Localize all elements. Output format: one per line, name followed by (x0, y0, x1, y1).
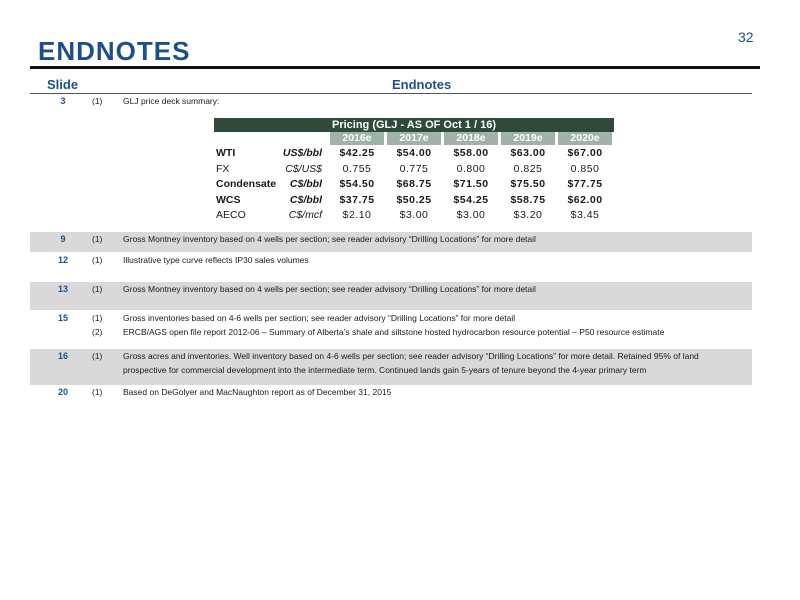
endnote-text: Gross Montney inventory based on 4 wells per section; see reader advisory “Drilling Locations” for more detail (123, 284, 536, 294)
endnote-index: (1) (92, 284, 103, 294)
pricing-row-label: Condensate (216, 178, 277, 190)
endnote-slide-number: 16 (57, 351, 68, 361)
page-number: 32 (738, 29, 754, 45)
pricing-value: 0.825 (513, 162, 543, 175)
pricing-rows (214, 145, 614, 223)
pricing-row (214, 192, 614, 208)
endnote-text: GLJ price deck summary: (123, 96, 220, 106)
pricing-value: $54.50 (339, 178, 375, 190)
pricing-row-label: FX (216, 162, 230, 175)
pricing-year-cell: 2017e (387, 132, 441, 145)
pricing-value: $71.50 (453, 178, 489, 190)
column-header-endnotes: Endnotes (392, 77, 452, 92)
pricing-value: $62.00 (567, 193, 603, 206)
endnote-slide-number: 13 (57, 284, 68, 294)
pricing-row-label: WTI (216, 147, 236, 159)
endnote-index: (1) (92, 351, 103, 361)
endnote-slide-number: 20 (57, 387, 68, 397)
endnote-text: ERCB/AGS open file report 2012-06 – Summary of Alberta’s shale and siltstone hosted hydrocarbon resource potential – P50 resource estimate (123, 327, 665, 337)
pricing-value: 0.755 (342, 162, 372, 175)
column-header-slide: Slide (47, 77, 79, 92)
title-rule (30, 66, 760, 69)
endnote-slide-number: 3 (60, 96, 66, 106)
endnote-index: (1) (92, 255, 103, 265)
endnote-index: (1) (92, 387, 103, 397)
pricing-value: $68.75 (396, 178, 432, 190)
pricing-row-label: AECO (216, 209, 246, 221)
pricing-value: $42.25 (339, 147, 375, 159)
pricing-value: $63.00 (510, 147, 546, 159)
pricing-row-label: WCS (216, 193, 241, 206)
pricing-year-cell: 2016e (330, 132, 384, 145)
pricing-row-unit: C$/bbl (289, 193, 322, 206)
endnote-slide-number: 12 (57, 255, 68, 265)
pricing-value: 0.850 (570, 162, 600, 175)
endnote-text: Gross Montney inventory based on 4 wells per section; see reader advisory “Drilling Locations” for more detail (123, 234, 536, 244)
endnote-row (30, 282, 752, 310)
endnote-row (30, 311, 752, 341)
pricing-value: 0.775 (399, 162, 429, 175)
pricing-value: $2.10 (342, 209, 372, 221)
pricing-row-unit: C$/mcf (288, 209, 322, 221)
endnote-text: Based on DeGolyer and MacNaughton report as of December 31, 2015 (123, 387, 392, 397)
pricing-table-title: Pricing (GLJ - AS OF Oct 1 / 16) (214, 118, 614, 132)
pricing-value: $58.00 (453, 147, 489, 159)
endnote-row (30, 232, 752, 252)
endnote-row (30, 385, 752, 401)
page-title: ENDNOTES (38, 36, 191, 66)
pricing-row-unit: US$/bbl (282, 147, 322, 159)
endnote-index: (1) (92, 96, 103, 106)
pricing-value: $54.00 (396, 147, 432, 159)
pricing-year-cell: 2020e (558, 132, 612, 145)
endnote-text: Gross acres and inventories. Well inventory based on 4-6 wells per section; see reader advisory “Drilling Locations” for more detail. Retained 95% of land (123, 351, 699, 361)
endnote-index: (1) (92, 234, 103, 244)
pricing-value: $50.25 (396, 193, 432, 206)
pricing-table (214, 118, 614, 223)
pricing-row (214, 161, 614, 177)
pricing-value: $54.25 (453, 193, 489, 206)
endnote-row (30, 253, 752, 279)
endnote-row (30, 94, 752, 108)
endnote-text: Illustrative type curve reflects IP30 sales volumes (123, 255, 309, 265)
pricing-row-unit: C$/bbl (289, 178, 322, 190)
endnote-row (30, 349, 752, 385)
pricing-value: $75.50 (510, 178, 546, 190)
pricing-value: $67.00 (567, 147, 603, 159)
pricing-year-cell: 2019e (501, 132, 555, 145)
pricing-value: $37.75 (339, 193, 375, 206)
pricing-value: $58.75 (510, 193, 546, 206)
pricing-value: $77.75 (567, 178, 603, 190)
pricing-value: $3.00 (456, 209, 486, 221)
pricing-value: $3.45 (570, 209, 600, 221)
pricing-row (214, 176, 614, 192)
pricing-value: 0.800 (456, 162, 486, 175)
pricing-row (214, 145, 614, 161)
endnote-text: Gross inventories based on 4-6 wells per section; see reader advisory “Drilling Locations” for more detail (123, 313, 516, 323)
endnote-slide-number: 15 (57, 313, 68, 323)
endnote-text: prospective for commercial development into the intermediate term. Continued lands gain 5-years of tenure beyond the 4-year primary term (123, 365, 647, 375)
pricing-row-unit: C$/US$ (285, 162, 322, 175)
pricing-value: $3.20 (513, 209, 543, 221)
pricing-row (214, 207, 614, 223)
pricing-value: $3.00 (399, 209, 429, 221)
pricing-year-cell: 2018e (444, 132, 498, 145)
endnote-slide-number: 9 (60, 234, 66, 244)
endnote-index: (2) (92, 327, 103, 337)
endnote-index: (1) (92, 313, 103, 323)
pricing-year-header (214, 132, 614, 145)
